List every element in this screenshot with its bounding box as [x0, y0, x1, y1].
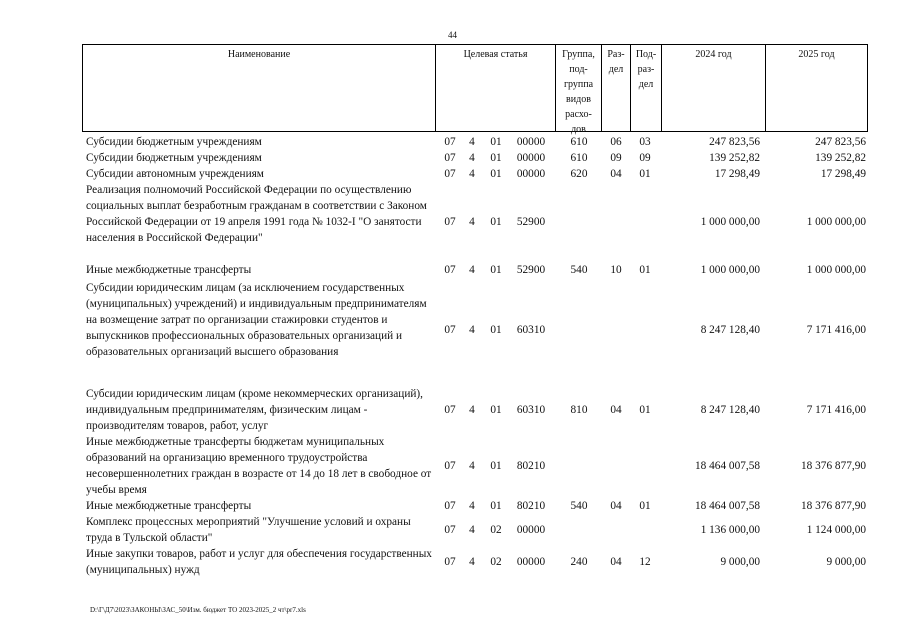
header-section: Раз- дел — [601, 45, 630, 131]
row-name: Иные межбюджетные трансферты — [86, 500, 252, 512]
table-row — [82, 434, 868, 498]
code-direction: 00000 — [516, 168, 546, 180]
code-type: 4 — [469, 324, 475, 336]
cell-section: 04 — [610, 168, 622, 180]
code-direction: 00000 — [516, 524, 546, 536]
table-row — [82, 514, 868, 546]
cell-2024: 8 247 128,40 — [700, 404, 760, 416]
cell-2024: 1 000 000,00 — [700, 216, 760, 228]
code-type: 4 — [469, 264, 475, 276]
file-path-footer: D:\Г\Д7\2023\ЗАКОНЫ\ЗАС_50\Изм. бюджет ТО 2023-2025_2 чт\pr7.xls — [90, 606, 306, 614]
table-row — [82, 182, 868, 262]
cell-2024: 247 823,56 — [709, 136, 760, 148]
code-block: 01 — [490, 136, 502, 148]
code-type: 4 — [469, 168, 475, 180]
budget-table — [82, 44, 868, 576]
code-direction: 00000 — [516, 136, 546, 148]
code-program: 07 — [444, 404, 456, 416]
cell-section: 04 — [610, 556, 622, 568]
code-block: 01 — [490, 460, 502, 472]
cell-subsection: 01 — [639, 168, 651, 180]
code-program: 07 — [444, 264, 456, 276]
cell-group: 620 — [570, 168, 588, 180]
cell-2025: 139 252,82 — [815, 152, 866, 164]
cell-group: 240 — [570, 556, 588, 568]
cell-2024: 1 136 000,00 — [700, 524, 760, 536]
code-program: 07 — [444, 216, 456, 228]
cell-2025: 1 000 000,00 — [806, 216, 866, 228]
header-subsection: Под- раз- дел — [630, 45, 661, 131]
row-name: Субсидии бюджетным учреждениям — [86, 152, 262, 164]
cell-group: 540 — [570, 500, 588, 512]
table-row — [82, 546, 868, 578]
code-program: 07 — [444, 524, 456, 536]
row-name: Субсидии юридическим лицам (за исключением государственных (муниципальных) учреждений) и индивидуальным предпринимателям на возмещение затрат по организации стажировки студентов и выпускников профессиональных образовательных организаций и образовательных организаций высшего образования — [86, 282, 427, 358]
code-type: 4 — [469, 152, 475, 164]
table-row — [82, 280, 868, 376]
cell-section: 04 — [610, 500, 622, 512]
cell-2025: 247 823,56 — [815, 136, 866, 148]
cell-group: 610 — [570, 152, 588, 164]
cell-2024: 18 464 007,58 — [695, 500, 760, 512]
cell-subsection: 01 — [639, 404, 651, 416]
page-number: 44 — [448, 30, 457, 40]
cell-2024: 139 252,82 — [709, 152, 760, 164]
row-name: Субсидии автономным учреждениям — [86, 168, 264, 180]
code-direction: 80210 — [516, 500, 546, 512]
row-name: Субсидии юридическим лицам (кроме некоммерческих организаций), индивидуальным предпринимателям, физическим лицам - производителям товаров, работ, услуг — [86, 388, 424, 432]
code-block: 01 — [490, 404, 502, 416]
cell-group: 610 — [570, 136, 588, 148]
row-name: Субсидии бюджетным учреждениям — [86, 136, 262, 148]
table-row — [82, 498, 868, 514]
code-program: 07 — [444, 556, 456, 568]
table-row — [82, 166, 868, 182]
cell-section: 09 — [610, 152, 622, 164]
table-row — [82, 150, 868, 166]
code-direction: 80210 — [516, 460, 546, 472]
header-target: Целевая статья — [435, 45, 555, 131]
code-program: 07 — [444, 324, 456, 336]
cell-subsection: 03 — [639, 136, 651, 148]
cell-group: 810 — [570, 404, 588, 416]
cell-2025: 7 171 416,00 — [806, 324, 866, 336]
code-direction: 60310 — [516, 404, 546, 416]
code-block: 02 — [490, 556, 502, 568]
row-name: Комплекс процессных мероприятий "Улучшение условий и охраны труда в Тульской области" — [86, 516, 411, 544]
code-block: 01 — [490, 500, 502, 512]
code-block: 02 — [490, 524, 502, 536]
cell-subsection: 01 — [639, 500, 651, 512]
code-direction: 00000 — [516, 556, 546, 568]
cell-2025: 1 000 000,00 — [806, 264, 866, 276]
code-type: 4 — [469, 524, 475, 536]
cell-subsection: 09 — [639, 152, 651, 164]
table-header — [82, 44, 868, 135]
code-program: 07 — [444, 152, 456, 164]
code-type: 4 — [469, 216, 475, 228]
cell-2024: 9 000,00 — [720, 556, 760, 568]
row-name: Иные закупки товаров, работ и услуг для обеспечения государственных (муниципальных) нужд — [86, 548, 432, 576]
code-direction: 60310 — [516, 324, 546, 336]
cell-subsection: 12 — [639, 556, 651, 568]
cell-2025: 18 376 877,90 — [801, 460, 866, 472]
code-program: 07 — [444, 136, 456, 148]
table-row — [82, 386, 868, 434]
header-name: Наименование — [227, 49, 291, 60]
code-type: 4 — [469, 556, 475, 568]
row-name: Реализация полномочий Российской Федерации по осуществлению социальных выплат безработным гражданам в соответствии с Законом Российской Федерации от 19 апреля 1991 года № 1032-I "О занятости населения в Российской Федерации" — [86, 184, 427, 244]
code-block: 01 — [490, 324, 502, 336]
table-row — [82, 134, 868, 150]
code-program: 07 — [444, 500, 456, 512]
cell-2024: 1 000 000,00 — [700, 264, 760, 276]
code-type: 4 — [469, 500, 475, 512]
cell-2025: 17 298,49 — [820, 168, 866, 180]
cell-section: 04 — [610, 404, 622, 416]
cell-2024: 8 247 128,40 — [700, 324, 760, 336]
cell-2024: 18 464 007,58 — [695, 460, 760, 472]
cell-2025: 18 376 877,90 — [801, 500, 866, 512]
code-block: 01 — [490, 216, 502, 228]
cell-group: 540 — [570, 264, 588, 276]
code-direction: 52900 — [516, 264, 546, 276]
cell-2025: 9 000,00 — [826, 556, 866, 568]
cell-2025: 7 171 416,00 — [806, 404, 866, 416]
code-block: 01 — [490, 152, 502, 164]
code-program: 07 — [444, 168, 456, 180]
code-direction: 52900 — [516, 216, 546, 228]
cell-2025: 1 124 000,00 — [806, 524, 866, 536]
row-name: Иные межбюджетные трансферты — [86, 264, 252, 276]
code-direction: 00000 — [516, 152, 546, 164]
code-program: 07 — [444, 460, 456, 472]
cell-2024: 17 298,49 — [714, 168, 760, 180]
cell-section: 06 — [610, 136, 622, 148]
code-type: 4 — [469, 404, 475, 416]
header-group: Группа, под- группа видов расхо- дов — [555, 45, 601, 131]
code-block: 01 — [490, 264, 502, 276]
code-type: 4 — [469, 136, 475, 148]
table-row — [82, 262, 868, 278]
code-type: 4 — [469, 460, 475, 472]
row-name: Иные межбюджетные трансферты бюджетам муниципальных образований на организацию временного трудоустройства несовершеннолетних граждан в возрасте от 14 до 18 лет в свободное от учебы время — [86, 436, 432, 496]
code-block: 01 — [490, 168, 502, 180]
cell-subsection: 01 — [639, 264, 651, 276]
cell-section: 10 — [610, 264, 622, 276]
header-2025: 2025 год — [765, 45, 867, 131]
header-2024: 2024 год — [661, 45, 765, 131]
